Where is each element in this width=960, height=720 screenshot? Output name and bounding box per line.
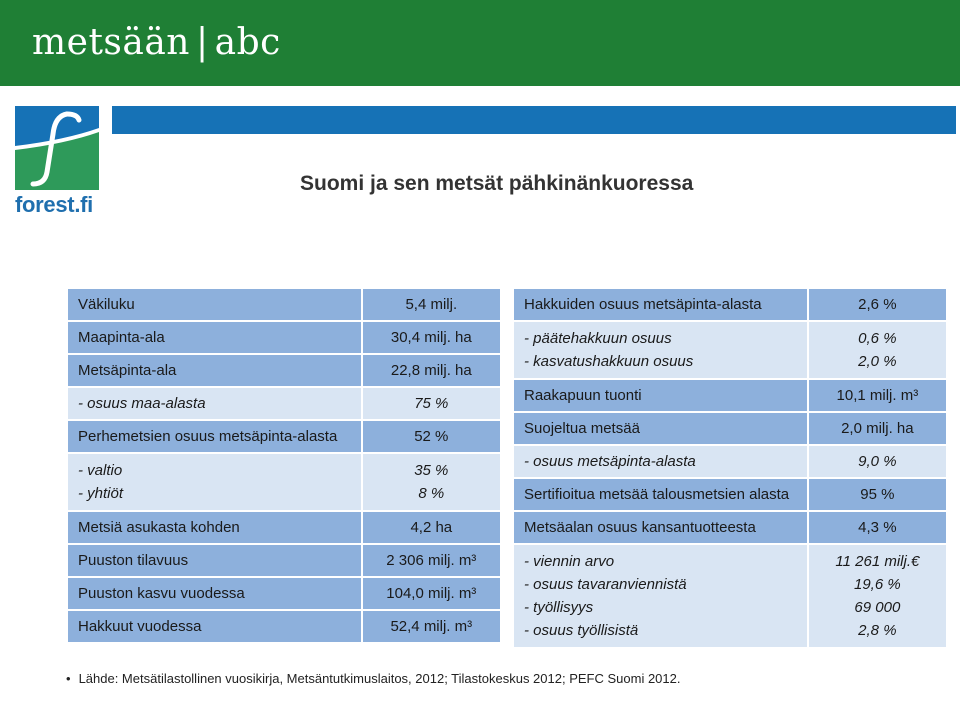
row-value: 8 % [418, 485, 445, 502]
row-label-cell [67, 610, 362, 643]
row-value: 4,2 ha [410, 519, 453, 536]
row-label: Metsäalan osuus kansantuotteesta [524, 519, 756, 536]
row-value-cell [362, 453, 501, 511]
row-value: 104,0 milj. m³ [386, 585, 477, 602]
table-row [67, 577, 501, 610]
table-row [67, 354, 501, 387]
row-label-cell [67, 354, 362, 387]
row-label-cell [513, 379, 808, 412]
row-value-cell [362, 544, 501, 577]
row-label-cell [513, 321, 808, 379]
row-label-cell [67, 387, 362, 420]
table-row [67, 288, 501, 321]
row-value-cell [362, 321, 501, 354]
row-value: 19,6 % [854, 576, 901, 593]
row-label-cell [67, 511, 362, 544]
row-label-cell [67, 453, 362, 511]
row-value-cell [808, 544, 947, 648]
row-label-cell [67, 420, 362, 453]
row-label-cell [513, 412, 808, 445]
source-text: Lähde: Metsätilastollinen vuosikirja, Metsäntutkimuslaitos, 2012; Tilastokeskus 2012; PEFC Suomi 2012. [78, 671, 681, 686]
page-title: Suomi ja sen metsät pähkinänkuoressa [300, 172, 694, 195]
row-value: 2,0 milj. ha [841, 420, 914, 437]
row-value-cell [362, 511, 501, 544]
row-value: 52,4 milj. m³ [390, 618, 473, 635]
table-subrow [67, 453, 501, 511]
table-row [513, 379, 947, 412]
brand-right: abc [214, 22, 281, 63]
row-label-cell [513, 544, 808, 648]
row-label: Puuston tilavuus [78, 552, 189, 569]
row-value-cell [808, 412, 947, 445]
row-label: - osuus työllisistä [524, 622, 639, 639]
table-row [513, 412, 947, 445]
row-value-cell [808, 511, 947, 544]
row-value-cell [362, 387, 501, 420]
left-stats-table [66, 287, 502, 644]
right-stats-table [512, 287, 948, 649]
row-label-cell [67, 544, 362, 577]
row-label: Metsiä asukasta kohden [78, 519, 240, 536]
row-label: Puuston kasvu vuodessa [78, 585, 245, 602]
table-subrow [513, 445, 947, 478]
row-value: 75 % [414, 395, 449, 412]
row-label: Hakkuiden osuus metsäpinta-alasta [524, 296, 762, 313]
row-value: 2 306 milj. m³ [386, 552, 477, 569]
table-row [67, 544, 501, 577]
row-label: Maapinta-ala [78, 329, 165, 346]
row-label: - työllisyys [524, 599, 594, 616]
brand-separator: | [196, 22, 209, 63]
table-subrow [513, 321, 947, 379]
row-value: 95 % [860, 486, 895, 503]
row-value: 2,6 % [858, 296, 897, 313]
brand-left: metsään [32, 22, 190, 63]
row-label-cell [67, 321, 362, 354]
row-value: 10,1 milj. m³ [836, 387, 919, 404]
row-label: Väkiluku [78, 296, 135, 313]
table-row [67, 321, 501, 354]
row-value-cell [362, 288, 501, 321]
source-note [66, 671, 680, 686]
row-label-cell [513, 445, 808, 478]
row-label: Hakkuut vuodessa [78, 618, 202, 635]
table-row [67, 511, 501, 544]
table-row [67, 610, 501, 643]
row-label: - viennin arvo [524, 553, 615, 570]
forest-fi-logo-icon [15, 106, 99, 190]
table-row [513, 288, 947, 321]
row-value: 35 % [414, 462, 449, 479]
table-subrow [67, 387, 501, 420]
row-label: - osuus metsäpinta-alasta [524, 453, 696, 470]
row-label-cell [513, 511, 808, 544]
row-value: 11 261 milj.€ [835, 553, 920, 570]
source-bullet: • [66, 671, 71, 686]
table-row [513, 511, 947, 544]
row-value-cell [362, 577, 501, 610]
row-value: 9,0 % [858, 453, 897, 470]
blue-accent-bar [112, 106, 956, 134]
row-label: Perhemetsien osuus metsäpinta-alasta [78, 428, 338, 445]
table-row [67, 420, 501, 453]
row-value-cell [808, 379, 947, 412]
row-label: - yhtiöt [78, 485, 124, 502]
row-label: Raakapuun tuonti [524, 387, 642, 404]
row-label: - kasvatushakkuun osuus [524, 353, 694, 370]
row-value-cell [808, 321, 947, 379]
table-subrow [513, 544, 947, 648]
row-label: - päätehakkuun osuus [524, 330, 672, 347]
row-value: 0,6 % [858, 330, 897, 347]
row-value-cell [362, 420, 501, 453]
row-label: Sertifioitua metsää talousmetsien alasta [524, 486, 790, 503]
row-value: 4,3 % [858, 519, 897, 536]
top-header-bar [0, 0, 960, 86]
logo-text: forest.fi [15, 192, 93, 217]
row-label-cell [67, 577, 362, 610]
row-label: - valtio [78, 462, 123, 479]
row-value-cell [808, 445, 947, 478]
row-label-cell [513, 288, 808, 321]
table-row [513, 478, 947, 511]
row-value-cell [808, 288, 947, 321]
row-value: 30,4 milj. ha [390, 329, 472, 346]
row-value: 5,4 milj. [405, 296, 458, 313]
row-value: 22,8 milj. ha [390, 362, 472, 379]
row-value-cell [362, 354, 501, 387]
row-label-cell [67, 288, 362, 321]
row-label-cell [513, 478, 808, 511]
row-label: Metsäpinta-ala [78, 362, 177, 379]
row-value: 52 % [414, 428, 449, 445]
row-value-cell [808, 478, 947, 511]
row-value-cell [362, 610, 501, 643]
row-label: - osuus tavaranviennistä [524, 576, 687, 593]
brand-logo [32, 22, 281, 63]
row-value: 2,8 % [858, 622, 897, 639]
row-label: - osuus maa-alasta [78, 395, 206, 412]
row-value: 69 000 [854, 599, 901, 616]
row-label: Suojeltua metsää [524, 420, 640, 437]
row-value: 2,0 % [858, 353, 897, 370]
